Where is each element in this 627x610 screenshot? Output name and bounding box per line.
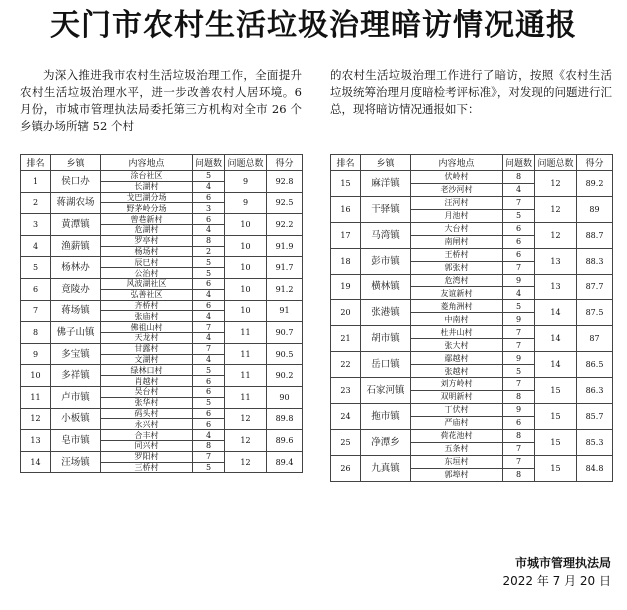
place-cell: 刘方岭村 [411,378,503,391]
score-cell: 89.6 [267,430,303,452]
town-cell: 张港镇 [361,300,411,326]
town-cell: 汪场镇 [51,451,101,473]
issue-total-cell: 12 [225,451,267,473]
rank-cell: 20 [331,300,361,326]
issue-count-cell: 8 [503,390,535,403]
rank-cell: 4 [21,235,51,257]
issue-total-cell: 12 [535,171,577,197]
issue-count-cell: 8 [193,440,225,451]
town-cell: 彭市镇 [361,248,411,274]
table-row [21,408,303,419]
table-row [21,278,303,289]
table-row [331,248,613,261]
rank-cell: 5 [21,257,51,279]
issue-total-cell: 11 [225,322,267,344]
place-cell: 肖越村 [101,376,193,387]
rank-cell: 16 [331,196,361,222]
table-row [21,343,303,354]
issue-count-cell: 9 [503,313,535,326]
place-cell: 甘露村 [101,343,193,354]
place-cell: 辰巳村 [101,257,193,268]
table-row [21,451,303,462]
place-cell: 公治村 [101,268,193,279]
town-cell: 多宝镇 [51,343,101,365]
table-row [21,365,303,376]
issue-total-cell: 11 [225,365,267,387]
place-cell: 码头村 [101,408,193,419]
score-cell: 90.5 [267,343,303,365]
table-row [331,326,613,339]
issue-count-cell: 6 [193,408,225,419]
rank-cell: 1 [21,171,51,193]
rank-cell: 19 [331,274,361,300]
issue-count-cell: 6 [193,376,225,387]
town-cell: 渔薪镇 [51,235,101,257]
rank-cell: 2 [21,192,51,214]
place-cell: 曾巷新村 [101,214,193,225]
issue-count-cell: 6 [503,248,535,261]
score-cell: 88.7 [577,222,613,248]
issue-count-cell: 6 [503,222,535,235]
table-row [21,214,303,225]
place-cell: 危湖村 [101,224,193,235]
table-row [21,300,303,311]
score-cell: 85.3 [577,429,613,455]
header-rank: 排名 [21,155,51,171]
issue-count-cell: 5 [503,365,535,378]
score-cell: 87.5 [577,300,613,326]
issue-count-cell: 6 [193,386,225,397]
issue-total-cell: 10 [225,278,267,300]
issue-count-cell: 4 [193,311,225,322]
town-cell: 净潭乡 [361,429,411,455]
issue-count-cell: 4 [503,183,535,196]
issue-count-cell: 7 [503,442,535,455]
table-row [331,274,613,287]
score-cell: 84.8 [577,455,613,481]
intro-paragraph-right: 的农村生活垃圾治理工作进行了暗访，按照《农村生活垃圾统筹治理月度暗检考评标准》，对发现的问题进行汇总，现将暗访情况通报如下： [330,68,612,116]
issue-total-cell: 15 [535,429,577,455]
issue-count-cell: 5 [193,171,225,182]
place-cell: 张华村 [101,397,193,408]
score-cell: 87.7 [577,274,613,300]
place-cell: 王桥村 [411,248,503,261]
place-cell: 涂台社区 [101,171,193,182]
issue-count-cell: 6 [193,419,225,430]
place-cell: 张越村 [411,365,503,378]
issue-count-cell: 5 [503,300,535,313]
issue-count-cell: 5 [193,365,225,376]
issue-count-cell: 7 [503,339,535,352]
rank-cell: 10 [21,365,51,387]
issue-total-cell: 10 [225,235,267,257]
table-row [331,222,613,235]
place-cell: 张大村 [411,339,503,352]
score-cell: 91.2 [267,278,303,300]
place-cell: 戈巴湖分场 [101,192,193,203]
place-cell: 友谊新村 [411,287,503,300]
issue-count-cell: 4 [193,354,225,365]
place-cell: 三桥村 [101,462,193,473]
score-cell: 89 [577,196,613,222]
place-cell: 弘善社区 [101,289,193,300]
issue-count-cell: 9 [503,274,535,287]
place-cell: 老沙河村 [411,183,503,196]
table-row [21,171,303,182]
place-cell: 文湖村 [101,354,193,365]
issue-count-cell: 8 [503,429,535,442]
issue-count-cell: 8 [193,235,225,246]
score-cell: 85.7 [577,403,613,429]
town-cell: 侯口办 [51,171,101,193]
issue-count-cell: 7 [503,196,535,209]
issue-count-cell: 4 [193,430,225,441]
rank-cell: 3 [21,214,51,236]
issue-count-cell: 7 [193,451,225,462]
place-cell: 同兴村 [101,440,193,451]
table-row [21,257,303,268]
place-cell: 危湾村 [411,274,503,287]
issue-total-cell: 12 [225,430,267,452]
issue-count-cell: 7 [503,261,535,274]
place-cell: 张庙村 [101,311,193,322]
place-cell: 伏岭村 [411,171,503,184]
town-cell: 干驿镇 [361,196,411,222]
place-cell: 吴台村 [101,386,193,397]
issue-total-cell: 9 [225,192,267,214]
issue-total-cell: 15 [535,378,577,404]
score-cell: 92.2 [267,214,303,236]
place-cell: 杜井山村 [411,326,503,339]
table-row [21,386,303,397]
rank-cell: 6 [21,278,51,300]
issue-count-cell: 6 [193,192,225,203]
issue-count-cell: 6 [503,235,535,248]
score-cell: 91.7 [267,257,303,279]
header-place: 内容地点 [411,155,503,171]
issue-total-cell: 11 [225,386,267,408]
intro-paragraph-left: 为深入推进我市农村生活垃圾治理工作，全面提升农村生活垃圾治理水平，进一步改善农村人居环境。6 月份，市城市管理执法局委托第三方机构对全市 26 个乡镇办场所辖 52 个村 [20,68,302,133]
place-cell: 合丰村 [101,430,193,441]
rank-cell: 17 [331,222,361,248]
town-cell: 皂市镇 [51,430,101,452]
issue-count-cell: 5 [193,268,225,279]
issue-total-cell: 15 [535,403,577,429]
town-cell: 胡市镇 [361,326,411,352]
score-cell: 89.4 [267,451,303,473]
place-cell: 郭埠村 [411,468,503,481]
score-cell: 86.5 [577,352,613,378]
score-cell: 90 [267,386,303,408]
rank-cell: 18 [331,248,361,274]
town-cell: 小板镇 [51,408,101,430]
issue-count-cell: 4 [193,224,225,235]
town-cell: 竟陵办 [51,278,101,300]
place-cell: 永兴村 [101,419,193,430]
place-cell: 风波湖社区 [101,278,193,289]
rank-cell: 24 [331,403,361,429]
ranking-table-left [20,154,303,473]
issuing-office: 市城市管理执法局 [514,556,611,570]
place-cell: 天龙村 [101,332,193,343]
place-cell: 野茅岭分场 [101,203,193,214]
place-cell: 东垣村 [411,455,503,468]
issue-count-cell: 7 [503,455,535,468]
issue-count-cell: 5 [503,209,535,222]
header-rank: 排名 [331,155,361,171]
rank-cell: 14 [21,451,51,473]
score-cell: 86.3 [577,378,613,404]
signature-block [502,554,611,590]
issue-count-cell: 7 [503,378,535,391]
issue-total-cell: 14 [535,300,577,326]
score-cell: 89.2 [577,171,613,197]
issue-total-cell: 11 [225,343,267,365]
place-cell: 丁伏村 [411,403,503,416]
rank-cell: 23 [331,378,361,404]
table-row [331,403,613,416]
header-issue-total: 问题总数 [225,155,267,171]
issue-count-cell: 8 [503,468,535,481]
issue-total-cell: 14 [535,326,577,352]
place-cell: 严庙村 [411,416,503,429]
town-cell: 杨林办 [51,257,101,279]
issue-count-cell: 7 [193,322,225,333]
town-cell: 蒋湖农场 [51,192,101,214]
issue-count-cell: 6 [503,416,535,429]
score-cell: 89.8 [267,408,303,430]
issue-count-cell: 5 [193,257,225,268]
issue-count-cell: 2 [193,246,225,257]
place-cell: 绿林口村 [101,365,193,376]
score-cell: 90.2 [267,365,303,387]
place-cell: 南闸村 [411,235,503,248]
issue-count-cell: 9 [503,403,535,416]
rank-cell: 8 [21,322,51,344]
rank-cell: 7 [21,300,51,322]
ranking-table-right [330,154,613,482]
page-title: 天门市农村生活垃圾治理暗访情况通报 [50,8,577,43]
issue-count-cell: 6 [193,300,225,311]
issue-total-cell: 13 [535,248,577,274]
town-cell: 卢市镇 [51,386,101,408]
table-row [331,300,613,313]
town-cell: 麻洋镇 [361,171,411,197]
table-row [331,352,613,365]
table-row [21,322,303,333]
issue-count-cell: 4 [193,181,225,192]
issue-total-cell: 13 [535,274,577,300]
table-row [21,192,303,203]
place-cell: 月池村 [411,209,503,222]
header-place: 内容地点 [101,155,193,171]
issue-total-cell: 10 [225,300,267,322]
place-cell: 郭张村 [411,261,503,274]
place-cell: 罗阳村 [101,451,193,462]
table-row [331,455,613,468]
header-town: 乡镇 [51,155,101,171]
issue-total-cell: 12 [535,196,577,222]
issue-total-cell: 9 [225,171,267,193]
town-cell: 佛子山镇 [51,322,101,344]
place-cell: 双明新村 [411,390,503,403]
town-cell: 九真镇 [361,455,411,481]
issue-count-cell: 4 [503,287,535,300]
table-row [331,196,613,209]
rank-cell: 9 [21,343,51,365]
issue-count-cell: 6 [193,278,225,289]
issue-total-cell: 10 [225,214,267,236]
score-cell: 91 [267,300,303,322]
issue-total-cell: 12 [225,408,267,430]
issue-count-cell: 9 [503,352,535,365]
issue-total-cell: 14 [535,352,577,378]
town-cell: 蒋场镇 [51,300,101,322]
issue-total-cell: 10 [225,257,267,279]
place-cell: 长湖村 [101,181,193,192]
issue-date: 2022 年 7 月 20 日 [502,574,611,588]
town-cell: 横林镇 [361,274,411,300]
rank-cell: 11 [21,386,51,408]
score-cell: 92.8 [267,171,303,193]
town-cell: 石家河镇 [361,378,411,404]
issue-count-cell: 5 [193,397,225,408]
place-cell: 菱角洲村 [411,300,503,313]
place-cell: 罗亭村 [101,235,193,246]
score-cell: 92.5 [267,192,303,214]
place-cell: 荷花池村 [411,429,503,442]
place-cell: 佛祖山村 [101,322,193,333]
rank-cell: 26 [331,455,361,481]
place-cell: 大台村 [411,222,503,235]
header-issue-count: 问题数 [503,155,535,171]
rank-cell: 25 [331,429,361,455]
table-row [331,429,613,442]
town-cell: 马湾镇 [361,222,411,248]
place-cell: 杨场村 [101,246,193,257]
rank-cell: 22 [331,352,361,378]
town-cell: 拖市镇 [361,403,411,429]
place-cell: 鄢越村 [411,352,503,365]
issue-count-cell: 3 [193,203,225,214]
header-issue-count: 问题数 [193,155,225,171]
issue-total-cell: 12 [535,222,577,248]
issue-count-cell: 4 [193,332,225,343]
town-cell: 多祥镇 [51,365,101,387]
rank-cell: 13 [21,430,51,452]
place-cell: 齐桥村 [101,300,193,311]
score-cell: 90.7 [267,322,303,344]
table-row [331,378,613,391]
header-score: 得分 [577,155,613,171]
issue-count-cell: 4 [193,289,225,300]
score-cell: 91.9 [267,235,303,257]
table-row [331,171,613,184]
town-cell: 黄潭镇 [51,214,101,236]
issue-count-cell: 8 [503,171,535,184]
issue-count-cell: 6 [193,214,225,225]
header-town: 乡镇 [361,155,411,171]
issue-count-cell: 7 [193,343,225,354]
rank-cell: 21 [331,326,361,352]
rank-cell: 15 [331,171,361,197]
place-cell: 中南村 [411,313,503,326]
town-cell: 岳口镇 [361,352,411,378]
table-row [21,430,303,441]
place-cell: 汪河村 [411,196,503,209]
rank-cell: 12 [21,408,51,430]
table-row [21,235,303,246]
score-cell: 88.3 [577,248,613,274]
issue-count-cell: 7 [503,326,535,339]
header-issue-total: 问题总数 [535,155,577,171]
header-score: 得分 [267,155,303,171]
issue-count-cell: 5 [193,462,225,473]
place-cell: 五条村 [411,442,503,455]
issue-total-cell: 15 [535,455,577,481]
score-cell: 87 [577,326,613,352]
